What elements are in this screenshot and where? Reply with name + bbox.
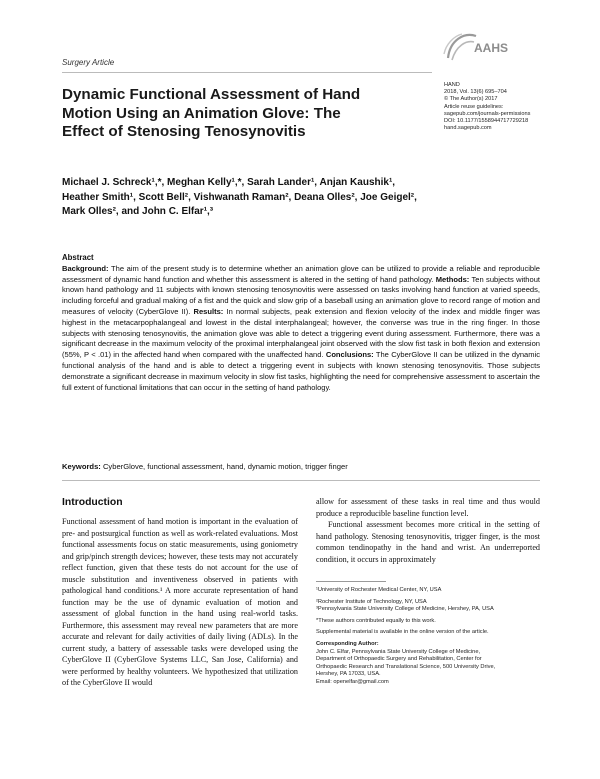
- intro-paragraph: Functional assessment of hand motion is important in the evaluation of pre- and postsurgical function as well as work-related evaluations. Most functional assessments focus on static measurements, using goniometry and grip/pinch strength devices; however, these tests may not accurately reflect function, given that these tests do not account for the use of muscle substitution and inventiveness observed in patients with pathological hand conditions.¹ A more accurate representation of hand function may be the use of dynamic evaluation of motion and assessment of global function in the hand using real-world tasks. Furthermore, this assessment may reveal new parameters that are more accurate and relevant for daily activities of daily living (ADLs). In the current study, a battery of assessable tasks were developed using the CyberGlove II (CyberGlove Systems LLC, San Jose, California) and were performed by healthy volunteers. We hypothesized that utilization of the CyberGlove II would: [62, 517, 298, 687]
- footnote-divider: [316, 581, 386, 582]
- supplemental-note: Supplemental material is available in the online version of the article.: [316, 629, 489, 636]
- author-list: [62, 176, 522, 220]
- affiliation: ²Rochester Institute of Technology, NY, USA: [316, 598, 427, 605]
- author-line: Mark Olles², and John C. Elfar¹,³: [62, 206, 214, 218]
- corresponding-author-line: John C. Elfar, Pennsylvania State University College of Medicine,: [316, 648, 481, 655]
- background-label: Background:: [62, 263, 109, 273]
- affiliation: ¹University of Rochester Medical Center, NY, USA: [316, 587, 442, 593]
- keywords: [62, 462, 348, 471]
- aahs-logo-icon: [440, 28, 520, 64]
- title-line: Dynamic Functional Assessment of Hand: [62, 86, 361, 103]
- corresponding-author-line: Hershey, PA 17033, USA.: [316, 671, 381, 678]
- keywords-text: CyberGlove, functional assessment, hand, dynamic motion, trigger finger: [102, 462, 348, 471]
- corresponding-author-label: Corresponding Author:: [316, 640, 379, 647]
- aahs-logo: [440, 28, 520, 64]
- abstract-body: [62, 264, 540, 394]
- keywords-label: Keywords:: [62, 462, 101, 471]
- title-line: Effect of Stenosing Tenosynovitis: [62, 123, 306, 141]
- doi[interactable]: DOI: 10.1177/1558944717729218: [444, 118, 529, 125]
- intro-paragraph: Functional assessment becomes more critical in the setting of hand pathology. Stenosing tenosynovitis, trigger finger, is the most common tendinopathy in the hand and wrist. An underreported condition, it occurs in approximately: [316, 520, 540, 564]
- journal-volume: 2018, Vol. 13(6) 695–704: [444, 89, 507, 96]
- permissions-link[interactable]: sagepub.com/journals-permissions: [444, 110, 531, 117]
- author-line: Heather Smith¹, Scott Bell², Vishwanath Raman², Deana Olles², Joe Geigel²,: [62, 191, 417, 203]
- reuse-guidelines: Article reuse guidelines:: [444, 103, 504, 110]
- header-divider: [62, 72, 432, 73]
- intro-paragraph-continued: allow for assessment of these tasks in real time and thus would produce a reproducible baseline function level.: [316, 497, 540, 518]
- methods-label: Methods:: [435, 274, 470, 284]
- conclusions-label: Conclusions:: [325, 350, 374, 360]
- footnotes: [316, 587, 546, 687]
- corresponding-author-line: Orthopaedic Research and Translational Science, 500 University Drive,: [316, 663, 496, 670]
- article-title: [62, 86, 422, 142]
- journal-meta: [444, 82, 584, 132]
- equal-contribution-note: *These authors contributed equally to this work.: [316, 617, 436, 624]
- title-line: Motion Using an Animation Glove: The: [62, 104, 341, 122]
- results-text: In normal subjects, peak extension and flexion velocity of the index and middle finger was highest in the metacarpophalangeal and lowest in the distal interphalangeal; however, the converse was true in the ring finger. In those subjects with stenosing tenosynovitis, the animation glove was able to detect a triggering event during assessment. Furthermore, there was a significant decrease in the maximum velocity of the proximal interphalangeal joint observed with the slow fist task in both flexion and extension (55%, P < .01) in the affected hand when compared with the unaffected hand.: [62, 306, 540, 360]
- svg-text:AAHS: AAHS: [474, 41, 509, 55]
- article-type-label: Surgery Article: [62, 58, 115, 67]
- journal-site-link[interactable]: hand.sagepub.com: [444, 125, 492, 132]
- journal-name: HAND: [444, 82, 460, 88]
- copyright: © The Author(s) 2017: [444, 96, 498, 103]
- author-line: Michael J. Schreck¹,*, Meghan Kelly¹,*, Sarah Lander¹, Anjan Kaushik¹,: [62, 177, 396, 188]
- introduction-column-right: [316, 496, 540, 565]
- background-text: The aim of the present study is to determine whether an animation glove can be utilized to provide a reliable and reproducible assessment of dynamic hand function and whether this assessment is altered in the setting of hand pathology.: [62, 263, 540, 284]
- affiliation: ³Pennsylvania State University College of Medicine, Hershey, PA, USA: [316, 606, 494, 613]
- conclusions-text: The CyberGlove II can be utilized in the dynamic functional analysis of the hand and is able to detect a triggering event in subjects with known stenosing tenosynovitis. Those subjects demonstrate a significant decrease in maximum velocity in slow fist tasks, highlighting the need for comprehensive assessment to ascertain the full extent of functional limitations that can occur in the setting of hand pathology.: [62, 350, 540, 392]
- introduction-column-left: [62, 516, 298, 689]
- introduction-heading: Introduction: [62, 497, 123, 508]
- corresponding-author-line: Department of Orthopaedic Surgery and Rehabilitation, Center for: [316, 656, 482, 663]
- abstract-heading: Abstract: [62, 253, 94, 262]
- methods-text: Ten subjects without known hand pathology and 11 subjects with known stenosing tenosynovitis were assessed on tasks involving hand function at varied speeds, including forceful and gradual making of a fist and the quick and slow grip of a baseball using an animation glove to record range of motion and measures of velocity (CyberGlove II).: [62, 274, 540, 316]
- section-divider: [62, 480, 540, 481]
- results-label: Results:: [193, 306, 224, 316]
- abstract: [62, 253, 540, 443]
- corresponding-email[interactable]: Email: openelfar@gmail.com: [316, 678, 389, 685]
